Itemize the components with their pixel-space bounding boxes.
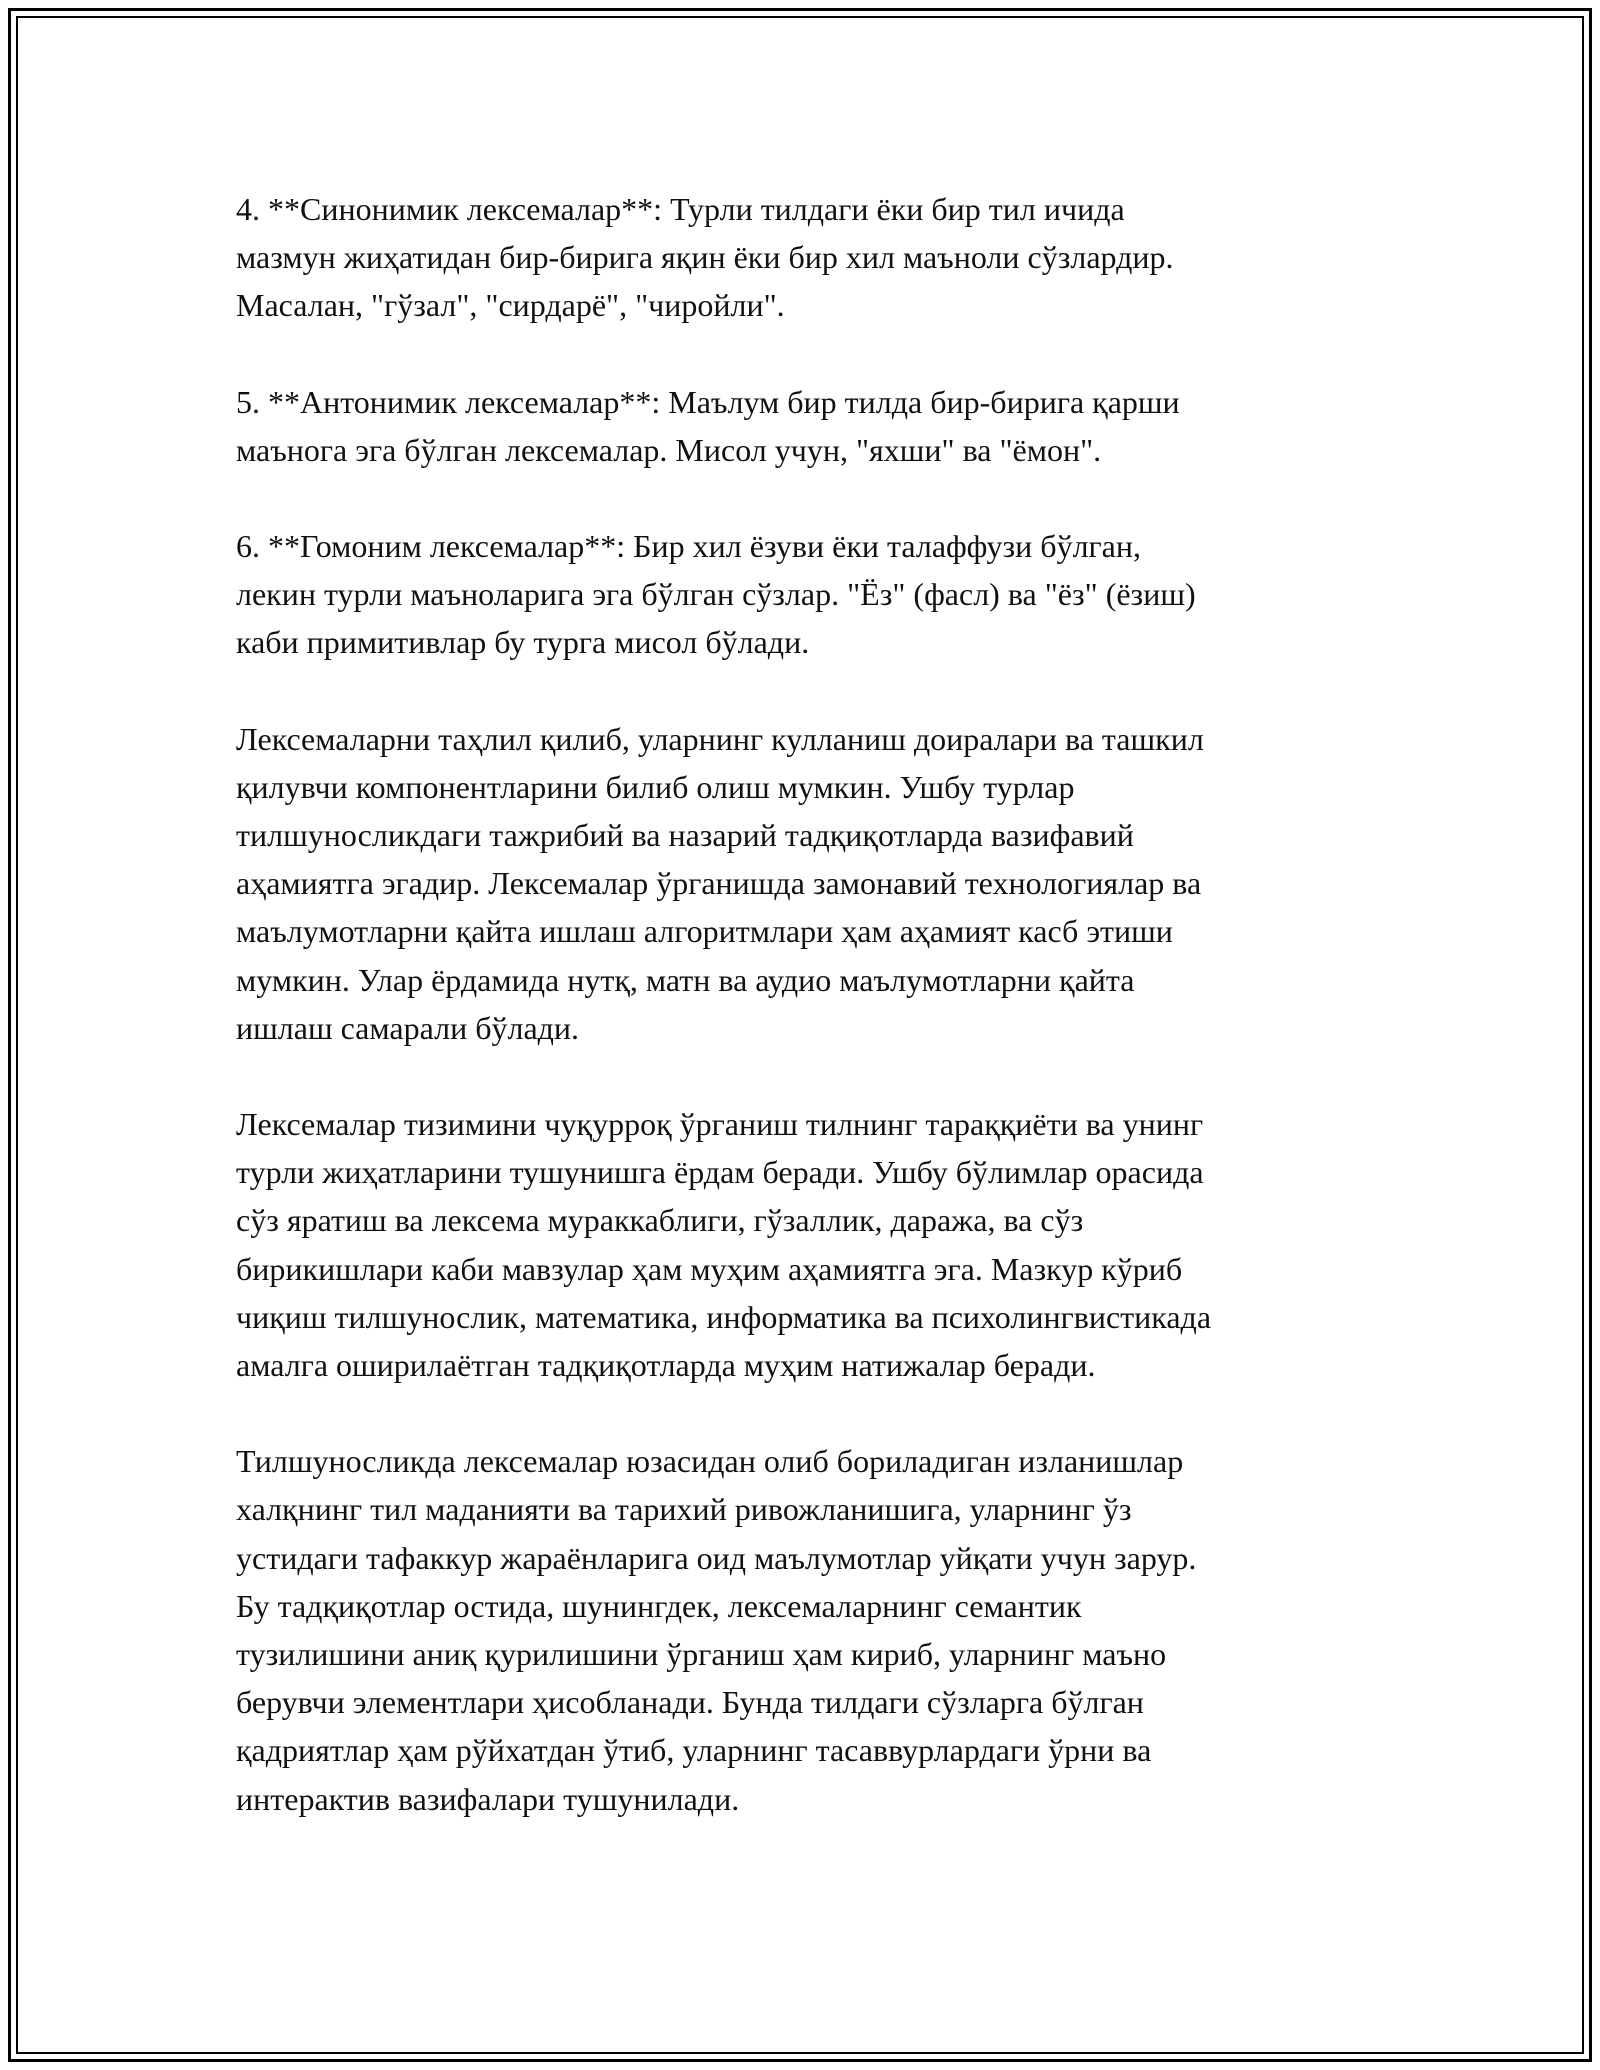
paragraph-lexeme-system: Лексемалар тизимини чуқурроқ ўрганиш тилнинг тараққиёти ва унинг турли жиҳатларини тушунишга ёрдам беради. Ушбу бўлимлар орасида сўз яратиш ва лексема мураккаблиги, гўзаллик, даража, ва сўз бирикишлари каби мавзулар ҳам муҳим аҳамиятга эга. Мазкур кўриб чиқиш тилшунослик, математика, информатика ва психолингвистикада амалга оширилаётган тадқиқотларда муҳим натижалар беради. (236, 1106, 1212, 1384)
paragraph-linguistic-research: Тилшуносликда лексемалар юзасидан олиб бориладиган изланишлар халқнинг тил маданияти ва тарихий ривожланишига, уларнинг ўз устидаги тафаккур жараёнларига оид маълумотлар уйқати учун зарур. Бу тадқиқотлар остида, шунингдек, лексемаларнинг семантик тузилишини аниқ қурилишини ўрганиш ҳам кириб, уларнинг маъно берувчи элементлари ҳисобланади. Бунда тилдаги сўзларга бўлган қадриятлар ҳам рўйхатдан ўтиб, уларнинг тасаввурлардаги ўрни ва интерактив вазифалари тушунилади. (236, 1443, 1197, 1817)
paragraph-lexeme-analysis: Лексемаларни таҳлил қилиб, уларнинг кулланиш доиралари ва ташкил қилувчи компонентларини билиб олиш мумкин. Ушбу турлар тилшуносликдаги тажрибий ва назарий тадқиқотларда вазифавий аҳамиятга эгадир. Лексемалар ўрганишда замонавий технологиялар ва маълумотларни қайта ишлаш алгоритмлари ҳам аҳамият касб этиши мумкин. Улар ёрдамида нутқ, матн ва аудио маълумотларни қайта ишлаш самарали бўлади. (236, 720, 1204, 1046)
document-body (236, 185, 1376, 1823)
paragraph-synonymic-lexemes: 4. **Синонимик лексемалар**: Турли тилдаги ёки бир тил ичида мазмун жиҳатидан бир-бирига яқин ёки бир хил маъноли сўзлардир. Масалан, "гўзал", "сирдарё", "чиройли". (236, 191, 1174, 324)
paragraph-homonym-lexemes: 6. **Гомоним лексемалар**: Бир хил ёзуви ёки талаффузи бўлган, лекин турли маъноларига эга бўлган сўзлар. "Ёз" (фасл) ва "ёз" (ёзиш) каби примитивлар бу турга мисол бўлади. (236, 528, 1196, 661)
paragraph-antonymic-lexemes: 5. **Антонимик лексемалар**: Маълум бир тилда бир-бирига қарши маънога эга бўлган лексемалар. Мисол учун, "яхши" ва "ёмон". (236, 383, 1180, 468)
